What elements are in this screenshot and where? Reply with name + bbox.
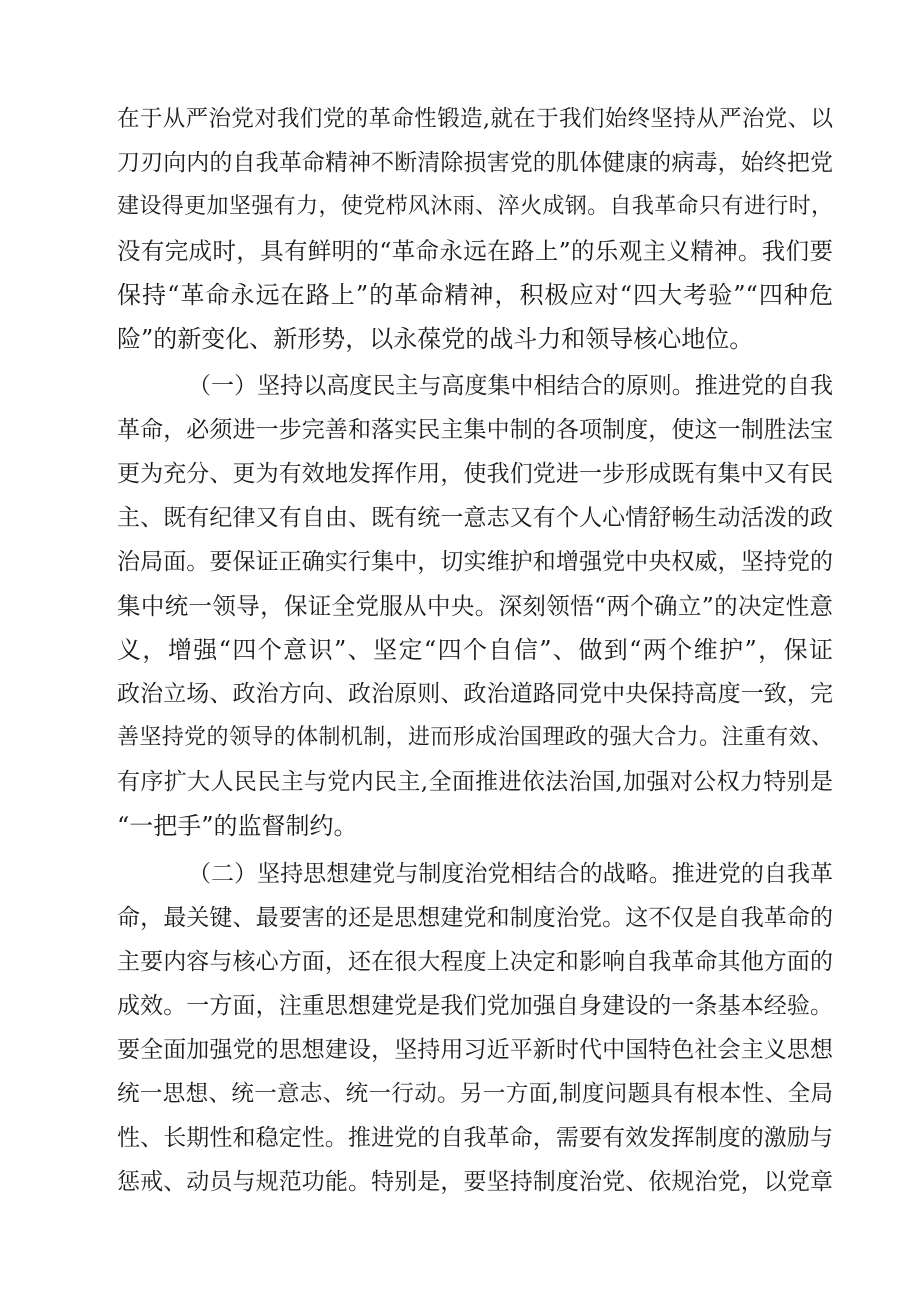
text-line: 主、既有纪律又有自由、既有统一意志又有个人心情舒畅生动活泼的政: [117, 505, 833, 531]
section-heading-line: （一）坚持以高度民主与高度集中相结合的原则。推进党的自我: [188, 373, 833, 399]
text-line: 命，最关键、最要害的还是思想建党和制度治党。这不仅是自我革命的: [117, 905, 833, 931]
text-line: 更为充分、更为有效地发挥作用，使我们党进一步形成既有集中又有民: [117, 461, 833, 487]
text-line: 统一思想、统一意志、统一行动。另一方面,制度问题具有根本性、全局: [117, 1081, 833, 1107]
text-line: 建设得更加坚强有力，使党栉风沐雨、淬火成钢。自我革命只有进行时，: [117, 194, 833, 219]
text-line: 集中统一领导，保证全党服从中央。深刻领悟“两个确立”的决定性意: [117, 592, 833, 620]
text-line: 善坚持党的领导的体制机制，进而形成治国理政的强大合力。注重有效、: [117, 725, 833, 750]
text-line: 政治立场、政治方向、政治原则、政治道路同党中央保持高度一致，完: [117, 681, 833, 707]
text-line: 成效。一方面，注重思想建党是我们党加强自身建设的一条基本经验。: [117, 993, 833, 1019]
text-line: 险”的新变化、新形势，以永葆党的战斗力和领导核心地位。: [117, 325, 754, 353]
text-line: 革命，必须进一步完善和落实民主集中制的各项制度，使这一制胜法宝: [117, 417, 833, 443]
text-line: 性、长期性和稳定性。推进党的自我革命，需要有效发挥制度的激励与: [117, 1125, 833, 1151]
text-line: 刀刃向内的自我革命精神不断清除损害党的肌体健康的病毒，始终把党: [117, 150, 833, 176]
text-line: 有序扩大人民民主与党内民主,全面推进依法治国,加强对公权力特别是: [117, 769, 833, 795]
text-line: 主要内容与核心方面，还在很大程度上决定和影响自我革命其他方面的: [117, 949, 833, 975]
section-heading-line: （二）坚持思想建党与制度治党相结合的战略。推进党的自我革: [188, 861, 833, 887]
text-line: 保持“革命永远在路上”的革命精神，积极应对“四大考验”“四种危: [117, 281, 833, 309]
text-line: 义，增强“四个意识”、坚定“四个自信”、做到“两个维护”，保证: [117, 636, 833, 664]
text-line: 惩戒、动员与规范功能。特别是，要坚持制度治党、依规治党，以党章: [117, 1169, 833, 1195]
text-line: 要全面加强党的思想建设，坚持用习近平新时代中国特色社会主义思想: [117, 1037, 833, 1063]
text-line: 在于从严治党对我们党的革命性锻造,就在于我们始终坚持从严治党、以: [117, 106, 833, 132]
text-line: 没有完成时，具有鲜明的“革命永远在路上”的乐观主义精神。我们要: [117, 237, 833, 265]
text-line: “一把手”的监督制约。: [117, 812, 358, 840]
text-line: 治局面。要保证正确实行集中，切实维护和增强党中央权威，坚持党的: [117, 549, 833, 575]
